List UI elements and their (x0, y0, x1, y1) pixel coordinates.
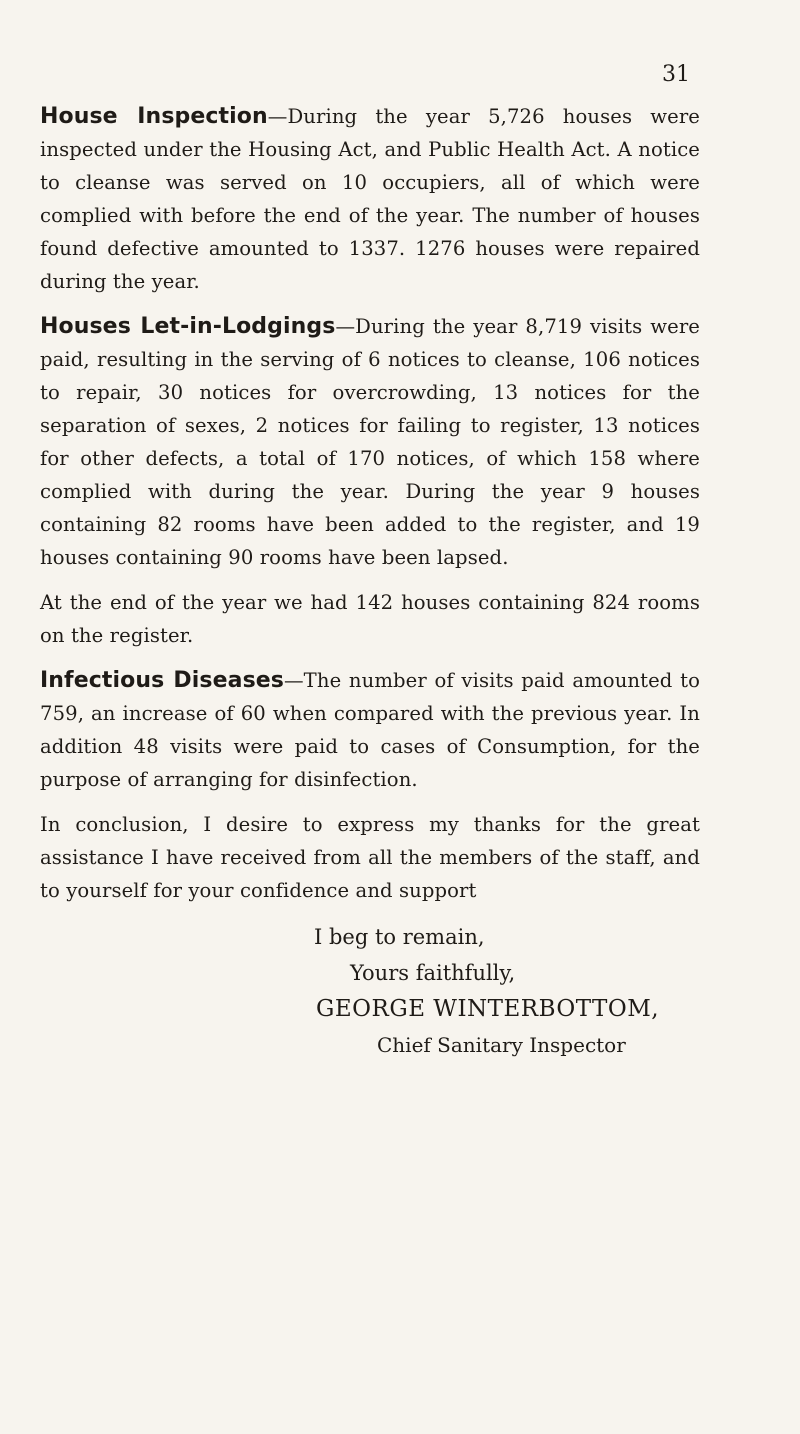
infectious-diseases-heading: Infectious Diseases (40, 668, 284, 693)
lodgings-heading: Houses Let-in-Lodgings (40, 314, 336, 339)
page-number: 31 (662, 62, 690, 87)
signatory-name: GEORGE WINTERBOTTOM, (316, 996, 660, 1022)
signatory-title: Chief Sanitary Inspector (377, 1033, 626, 1057)
letter-closing (40, 919, 700, 1063)
closing-line-remain: I beg to remain, (314, 925, 485, 949)
closing-line-faithfully: Yours faithfully, (350, 961, 516, 985)
infectious-diseases-paragraph (40, 664, 700, 796)
conclusion-paragraph (40, 808, 700, 907)
house-inspection-paragraph (40, 100, 700, 298)
lodgings-paragraph (40, 310, 700, 574)
infectious-diseases-text: —The number of visits paid amounted to 759, an increase of 60 when compared with the previous year. In addition 48 visits were paid to cases of Consumption, for the purpose of arranging for disinfection. (40, 669, 700, 791)
house-inspection-text: —During the year 5,726 houses were inspected under the Housing Act, and Public Health Act. A notice to cleanse was served on 10 occupiers, all of which were complied with before the end of the year. The number of houses found defective amounted to 1337. 1276 houses were repaired during the year. (40, 105, 700, 293)
report-body (40, 100, 700, 1063)
register-summary-text: At the end of the year we had 142 houses containing 824 rooms on the register. (40, 591, 700, 647)
lodgings-text: —During the year 8,719 visits were paid, resulting in the serving of 6 notices to cleanse, 106 notices to repair, 30 notices for overcrowding, 13 notices for the separation of sexes, 2 notices for failing to register, 13 notices for other defects, a total of 170 notices, of which 158 where complied with during the year. During the year 9 houses containing 82 rooms have been added to the register, and 19 houses containing 90 rooms have been lapsed. (40, 315, 700, 569)
register-summary-paragraph (40, 586, 700, 652)
conclusion-text: In conclusion, I desire to express my thanks for the great assistance I have received from all the members of the staff, and to yourself for your confidence and support (40, 813, 700, 902)
house-inspection-heading: House Inspection (40, 104, 268, 129)
